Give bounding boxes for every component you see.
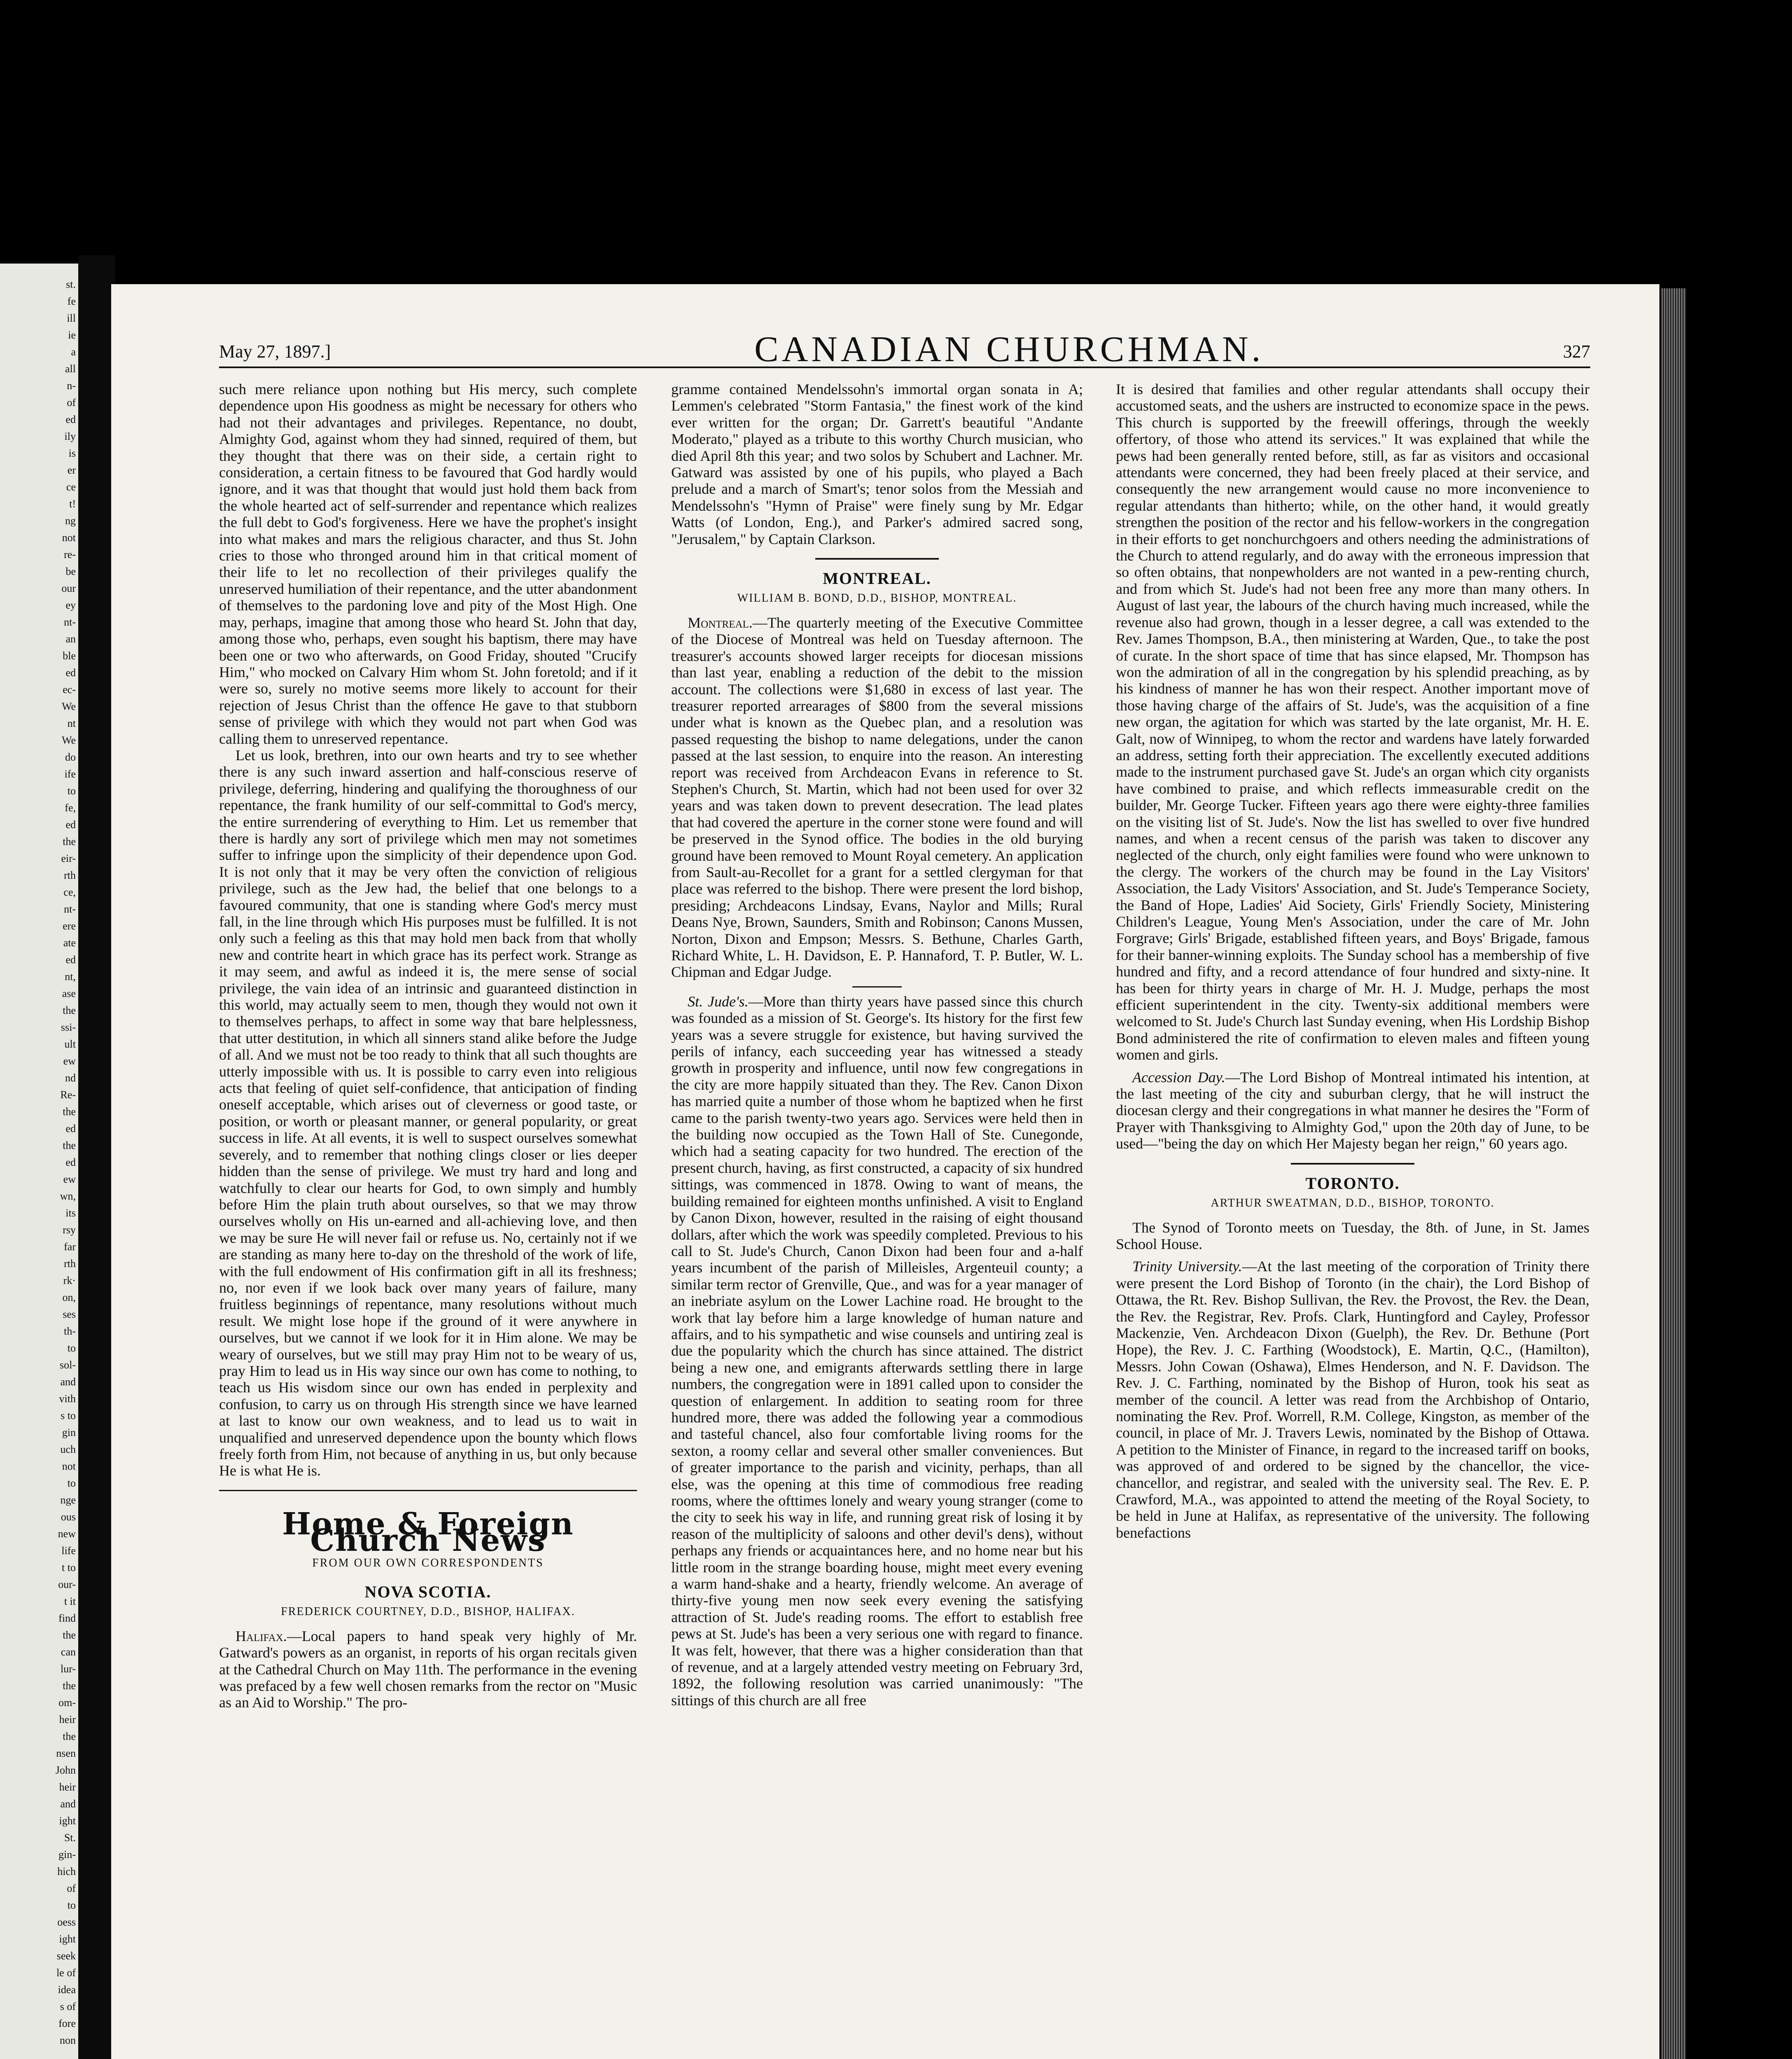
nova-scotia-bishop: FREDERICK COURTNEY, D.D., BISHOP, HALIFAX. (281, 1605, 575, 1618)
prev-page-fragment: ew (63, 1173, 76, 1185)
section-rule (1291, 1163, 1414, 1165)
page-number: 327 (1563, 341, 1590, 362)
accession-paragraph (1116, 1069, 1589, 1152)
halifax-continuation: gramme contained Mendelssohn's immortal organ sonata in A; Lemmen's celebrated "Storm Fantasia," the finest work of the kind ever written for the organ; Dr. Garrett's beautiful "Andante Moderato," played as a tribute to this worthy Church musician, who died April 8th this year; and two solos by Schubert and Lachner. Mr. Gatward was assisted by one of his pupils, who played a Bach prelude and a march of Smart's; tenor solos from the Messiah and Mendelssohn's "Hymn of Praise" were finely sung by Mr. Edgar Watts (of London, Eng.), and Parker's admired sacred song, "Jerusalem," by Captain Clarkson. (671, 381, 1083, 547)
prev-page-fragment: to (67, 1342, 76, 1354)
accession-lead: Accession Day. (1132, 1069, 1225, 1086)
prev-page-fragment: ed (65, 413, 76, 425)
prev-page-fragment: of (67, 397, 76, 409)
trinity-lead: Trinity University. (1132, 1258, 1242, 1275)
prev-page-fragment: nd (65, 1072, 76, 1084)
prev-page-fragment: all (65, 363, 76, 375)
prev-page-fragment: gin- (58, 1849, 76, 1861)
prev-page-fragment: wn, (60, 1190, 76, 1202)
column-3 (1116, 381, 1589, 1541)
prev-page-fragment: is (68, 447, 76, 459)
prev-page-fragment: oess (57, 1916, 76, 1928)
prev-page-fragment: be (65, 565, 76, 577)
prev-page-fragment: John (55, 1764, 76, 1776)
prev-page-fragment: rk· (63, 1275, 76, 1286)
prev-page-fragment: the (63, 1629, 76, 1641)
prev-page-fragment: fore (58, 2017, 76, 2029)
prev-page-fragment: the (63, 836, 76, 847)
prev-page-fragment: s of (60, 2001, 76, 2012)
prev-page-fragment: do (65, 751, 76, 763)
prev-page-fragment: the (63, 1004, 76, 1016)
prev-page-fragment: rth (64, 1258, 76, 1270)
prev-page-fragment: ed (65, 667, 76, 679)
paragraph-rule (852, 986, 902, 987)
prev-page-fragment: t to (62, 1562, 76, 1573)
prev-page-fragment: Re- (60, 1089, 76, 1101)
prev-page-fragment: s to (61, 1410, 76, 1422)
prev-page-fragment: ed (65, 819, 76, 831)
nova-scotia-title: NOVA SCOTIA. (364, 1583, 492, 1601)
page-stack-edge (1661, 288, 1686, 2059)
prev-page-fragment: of (67, 1882, 76, 1894)
st-judes-paragraph (671, 993, 1083, 1709)
prev-page-fragment: fe (67, 295, 76, 307)
prev-page-fragment: the (63, 1730, 76, 1742)
prev-page-fragment: le of (56, 1967, 76, 1979)
prev-page-fragment: nt- (64, 903, 76, 915)
prev-page-fragment: ce (66, 481, 76, 493)
prev-page-fragment: nt- (64, 616, 76, 628)
prev-page-fragment: St. (64, 1832, 76, 1844)
prev-page-fragment: ily (64, 430, 76, 442)
prev-page-fragment: ed (65, 1123, 76, 1135)
sermon-paragraph-1: such mere reliance upon nothing but His mercy, such complete dependence upon His goodness as might be necessary for others who had not their advantages and privileges. Repentance, no doubt, Almighty God, against whom they had sinned, required of them, but they thought that there was on their side, a certain right to consideration, a certain fitness to be favoured that God hardly would ignore, and it was that thought that would just hold them back from the whole hearted act of self-surrender and repentance which realizes the full debt to God's forgiveness. Here we have the prophet's insight into what makes and mars the religious character, and thus St. John cries to those who thronged around him in that critical moment of their life to let no recollection of their privileges qualify the unreserved humiliation of their repentance, and the utter abandonment of themselves to the pardoning love and pity of the Most High. One may, perhaps, imagine that among those who heard St. John that day, among those who, perhaps, even sought his baptism, there may have been one or two who afterwards, on Good Friday, shouted "Crucify Him," who mocked on Calvary Him whom St. John foretold; and if it were so, surely no motive seems more likely to account for their rejection of Jesus Christ than the offence He gave to that stubborn sense of privilege with which they would not part when God was calling them to unreserved repentance. (219, 381, 637, 747)
masthead-title: CANADIAN CHURCHMAN. (754, 329, 1264, 369)
prev-page-fragment: ight (59, 1815, 76, 1827)
prev-page-fragment: uch (60, 1443, 76, 1455)
toronto-title: TORONTO. (1305, 1174, 1400, 1193)
prev-page-fragment: ight (59, 1933, 76, 1945)
prev-page-fragment: ase (62, 987, 76, 999)
prev-page-fragment: our- (58, 1578, 76, 1590)
prev-page-fragment: ed (65, 1156, 76, 1168)
binding-gutter (78, 255, 115, 2059)
prev-page-fragment: to (67, 1899, 76, 1911)
prev-page-fragment: ife (64, 768, 76, 780)
section-rule (815, 558, 939, 560)
prev-page-fragment: th- (64, 1325, 76, 1337)
prev-page-fragment: n- (67, 380, 76, 392)
prev-page-fragment: ult (64, 1038, 76, 1050)
prev-page-fragment: We (62, 700, 76, 712)
section-subheading: FROM OUR OWN CORRESPONDENTS (312, 1556, 544, 1569)
montreal-title: MONTREAL. (823, 569, 931, 588)
st-judes-lead: St. Jude's. (688, 993, 749, 1010)
prev-page-fragment: the (63, 1106, 76, 1118)
prev-page-fragment: hich (57, 1865, 76, 1877)
prev-page-fragment: nsen (56, 1747, 76, 1759)
previous-page-edge (0, 264, 78, 2059)
prev-page-fragment: non (60, 2034, 76, 2046)
prev-page-fragment: ous (61, 1511, 76, 1523)
prev-page-fragment: ssi- (61, 1021, 76, 1033)
prev-page-fragment: to (67, 785, 76, 797)
prev-page-fragment: sol- (60, 1359, 76, 1371)
accession-text: —The Lord Bishop of Montreal intimated his intention, at the last meeting of the city and suburban clergy, that he will instruct the diocesan clergy and their congregations in what manner he desires the "Form of Prayer with Thanksgiving to Almighty God," upon the 20th day of June, to be used—"being the day on which Her Majesty began her reign," 60 years ago. (1116, 1069, 1589, 1152)
prev-page-fragment: find (58, 1612, 76, 1624)
column-1 (219, 381, 637, 1711)
montreal-lead: Montreal. (688, 614, 753, 631)
prev-page-fragment: to (67, 1477, 76, 1489)
prev-page-fragment: seek (56, 1950, 76, 1962)
prev-page-fragment: the (63, 1139, 76, 1151)
st-judes-continuation: It is desired that families and other regular attendants shall occupy their accustomed seats, and the ushers are instructed to economize space in the pews. This church is supported by the freewill offerings, through the weekly offertory, of those who attend its services." It was explained that while the pews had been generally rented before, still, as far as visitors and occasional attendants were concerned, they had been freely placed at their service, and consequently the new arrangement would cause no more inconvenience to regular attendants than hitherto; while, on the other hand, it would greatly strengthen the position of the rector and his fellow-workers in the congregation in their efforts to get nonchurchgoers and others needing the administrations of the Church to attend regularly, and do away with the erroneous impression that so often obtains, that nonpewholders are not wanted in a pew-renting church, and from which St. Jude's had not been free any more than many others. In August of last year, the labours of the church having much increased, while the revenue also had grown, though in a lesser degree, a call was extended to the Rev. James Thompson, B.A., then ministering at Warden, Que., to take the post of curate. In the short space of time that has since elapsed, Mr. Thompson has won the admiration of all in the congregation by his splendid preaching, as by his kindness of manner he has won their respect. Another important move of those having charge of the affairs of St. Jude's, was the acquisition of a fine new organ, the agitation for which was started by the late organist, Mr. H. E. Galt, now of Winnipeg, to whom the rector and wardens have lately forwarded an address, setting forth their appreciation. The excellently executed additions made to the instrument purchased gave St. Jude's an organ which city organists have combined to praise, and which reflects immeasurable credit on the builder, Mr. George Tucker. Fifteen years ago there were eighty-three families on the visiting list of St. Jude's. Now the list has swelled to over five hundred names, and when a recent census of the parish was taken to discover any neglected of the church, only eight families were found who were unknown to the clergy. The workers of the church may be found in the Lay Visitors' Association, the Lady Visitors' Association, and St. Jude's Temperance Society, the Band of Hope, Ladies' Aid Society, Girls' Friendly Society, Ministering Children's League, Young Men's Association, under the care of Mr. John Forgrave; Girls' Brigade, established fifteen years, and Boys' Brigade, famous for their banner-winning exploits. The Sunday school has a membership of five hundred and fifty, and a record attendance of four hundred and sixty-nine. It has been for thirty years in charge of Mr. H. J. Mudge, perhaps the most efficient superintendent in the city. Twenty-six additional members were welcomed to St. Jude's Church last Sunday evening, when His Lordship Bishop Bond administered the rite of confirmation to eleven males and fifteen young women and girls. (1116, 381, 1589, 1063)
prev-page-fragment: lur- (60, 1663, 76, 1675)
halifax-text: —Local papers to hand speak very highly of Mr. Gatward's powers as an organist, in reports of his organ recitals given at the Cathedral Church on May 11th. The performance in the evening was prefaced by a few well chosen remarks from the rector on "Music as an Aid to Worship." The pro- (219, 1627, 637, 1711)
prev-page-fragment: far (64, 1241, 76, 1253)
prev-page-fragment: ng (65, 515, 76, 527)
prev-page-fragment: nt, (65, 971, 76, 983)
prev-page-fragment: ses (63, 1308, 76, 1320)
trinity-text: —At the last meeting of the corporation of Trinity there were present the Lord Bishop of Toronto (in the chair), the Lord Bishop of Ottawa, the Rt. Rev. Bishop Sullivan, the Rev. the Provost, the Rev. the Dean, the Rev. the Registrar, Rev. Profs. Clark, Huntingford and Cayley, Professor Mackenzie, Ven. Archdeacon Dixon (Guelph), the Rev. Dr. Bethune (Port Hope), the Rev. J. C. Farthing (Woodstock), E. Martin, Q.C., (Hamilton), Messrs. John Cowan (Oshawa), Elmes Henderson, and N. F. Davidson. The Rev. J. C. Farthing, nominated by the Bishop of Huron, took his seat as member of the council. A letter was read from the Archbishop of Ontario, nominating the Rev. Prof. Worrell, R.M. College, Kingston, as member of the council, in place of Mr. J. Travers Lewis, nominated by the Bishop of Ottawa. A petition to the Minister of Finance, in regard to the increased tariff on books, was approved of and ordered to be signed by the chancellor, the vice-chancellor, and registrar, and sealed with the university seal. The Rev. E. P. Crawford, M.A., was appointed to attend the meeting of the Royal Society, to be held in June at Halifax, as representative of the university. The following benefactions (1116, 1258, 1589, 1541)
prev-page-fragment: can (61, 1646, 76, 1658)
prev-page-fragment: st. (66, 278, 76, 290)
column-2 (671, 381, 1083, 1709)
prev-page-fragment: heir (59, 1713, 76, 1725)
halifax-lead: Halifax. (236, 1627, 287, 1644)
prev-page-fragment: fe, (65, 802, 76, 814)
prev-page-fragment: an (65, 633, 76, 645)
prev-page-fragment: a (71, 346, 76, 358)
prev-page-fragment: its (65, 1207, 76, 1219)
prev-page-fragment: our (61, 582, 76, 594)
prev-page-fragment: ere (63, 920, 76, 932)
prev-page-fragment: heir (59, 1781, 76, 1793)
prev-page-fragment: t! (69, 498, 76, 510)
prev-page-fragment: not (62, 1460, 76, 1472)
prev-page-fragment: vith (59, 1393, 76, 1405)
prev-page-fragment: nt (67, 717, 76, 729)
sermon-paragraph-2: Let us look, brethren, into our own hearts and try to see whether there is any such inward assertion and half-conscious reserve of privilege, deferring, hindering and qualifying the thoroughness of our repentance, the frank humility of our self-committal to God's mercy, the entire surrendering of everything to Him. Let us remember that there is hardly any sort of privilege which men may not sometimes suffer to infringe upon the simplicity of their dependence upon God. It is not only that it may be very often the conviction of religious privilege, such as the Jew had, the belief that one belongs to a favoured community, that one is standing where God's mercy must fall, in the line through which His purposes must be fulfilled. It is not only such a feeling as this that may hold men back from that wholly new and contrite heart in which grace has its perfect work. Strange as it may seem, and awful as indeed it is, the mere sense of social privilege, the vain idea of an intrinsic and guaranteed distinction in this world, may actually seem to men, though they would not own it to themselves perhaps, to affect in some way that bare helplessness, that utter destitution, in which all sinners stand alike before the Judge of all. And we must not be too ready to think that all such thoughts are utterly impossible with us. It is possible to carry even into religious acts that feeling of quiet self-confidence, that anticipation of finding oneself acceptable, which arises out of cleverness or good taste, or position, or worth or pleasant manner, or general popularity, or great success in life. At all events, it is well to suspect ourselves somewhat severely, and to remember that nothing clings closer or lies deeper hidden than the sense of privilege. We must try hard and long and watchfully to clear our hearts for God, to own simply and humbly before Him the plain truth about ourselves, so that we may throw ourselves wholly on His un-earned and all-achieving love, and then we may be sure He will never fail or refuse us. No, certainly not if we are standing as many here to-day on the threshold of the work of life, with the full endowment of His confirmation gift in all its freshness; no, nor even if we look back over many years of failure, many fruitless beginnings of repentance, many resolutions without much result. We might lose hope if the ground of it were anywhere in ourselves, but we cannot if we look for it in Him alone. We may be weary of ourselves, but we still may pray Him not to be weary of us, pray Him to lead us in His way since our own has come to nothing, to teach us His wisdom since our own has ended in perplexity and confusion, to carry us on through His strength since we have learned at last to know our own weakness, and to lead us to wait in unqualified and unreserved dependence upon the bounty which flows freely forth from Him, not because of anything in us, but only because He is what He is. (219, 747, 637, 1479)
prev-page-fragment: ec- (63, 684, 76, 696)
prev-page-fragment: re- (64, 549, 76, 560)
montreal-text: —The quarterly meeting of the Executive Committee of the Diocese of Montreal was held on Tuesday afternoon. The treasurer's accounts showed larger receipts for diocesan missions than last year, enabling a reduction of the debit to the mission account. The collections were $1,680 in excess of last year. The treasurer reported arrearages of $800 from the several missions under what is known as the Quebec plan, and a resolution was passed requesting the bishop to name delegations, under the canon passed at the last session, to enquire into the reason. An interesting report was received from Archdeacon Evans in reference to St. Stephen's Church, St. Martin, which had not been used for over 32 years and was taken down to prevent desecration. The lead plates that had covered the aperture in the corner stone were found and will be preserved in the Synod office. The bodies in the old burying ground have been removed to Mount Royal cemetery. An application from Sault-au-Recollet for a grant for a settled clergyman for that place was referred to the bishop. There were present the lord bishop, presiding; Archdeacons Lindsay, Evans, Naylor and Mills; Rural Deans Nye, Brown, Saunders, Smith and Robinson; Canons Mussen, Norton, Dixon and Empson; Messrs. S. Bethune, Charles Garth, Richard White, L. H. Davidson, E. P. Hannaford, T. P. Butler, W. L. Chipman and Edgar Judge. (671, 614, 1083, 980)
issue-date: May 27, 1897.] (219, 341, 331, 362)
halifax-paragraph (219, 1628, 637, 1711)
prev-page-fragment: ed (65, 954, 76, 966)
prev-page-fragment: idea (58, 1984, 76, 1996)
prev-page-fragment: ate (63, 937, 76, 949)
prev-page-fragment: rsy (63, 1224, 76, 1236)
st-judes-text: —More than thirty years have passed since this church was founded as a mission of St. George's. Its history for the first few years was a severe struggle for existence, but having survived the perils of infancy, each succeeding year has witnessed a steady growth in prosperity and influence, until now few congregations in the city are more happily situated than they. The Rev. Canon Dixon has married quite a number of those whom he baptized when he first came to the parish twenty-two years ago. Services were held then in the building now occupied as the Town Hall of Ste. Cunegonde, which had a seating capacity for two hundred. The erection of the present church, having, as first constructed, a capacity of six hundred sittings, was commenced in 1878. Owing to want of means, the building remained for eighteen months unfinished. A visit to England by Canon Dixon, however, resulted in the raising of eight thousand dollars, after which the work was speedily completed. Previous to his call to St. Jude's Church, Canon Dixon had been four and a-half years incumbent of the parish of Milleisles, Argenteuil county; a similar term rector of Grenville, Que., and was for a year manager of an inebriate asylum on the Lower Lachine road. He brought to the work that lay before him a large knowledge of human nature and affairs, and to his sympathetic and wise counsels and untiring zeal is due the popularity which the church has since attained. The district being a new one, and emigrants afterwards settling there in large numbers, the congregation were in 1891 called upon to consider the question of enlargement. In addition to seating room for three hundred more, there was added the following year a commodious and tasteful chancel, also four comfortable living rooms for the sexton, a roomy cellar and several other smaller conveniences. But of greater importance to the parish and vicinity, perhaps, than all else, was the opening at this time of commodious free reading rooms, where the ofttimes lonely and weary young stranger (come to the city to seek his way in life, and running great risk of losing it by reason of the multiplicity of saloons and other devil's dens), without perhaps any friends or acquaintances here, and no home near but his little room in the strange boarding house, might meet every evening a warm hand-shake and a hearty, friendly welcome. An average of thirty-five young men now seek every evening the satisfying attraction of St. Jude's reading rooms. The effort to establish free pews at St. Jude's has been a very serious one with regard to finance. It was felt, however, that there was a higher consideration than that of revenue, and at a largely attended vestry meeting on February 3rd, 1892, the following resolution was carried unanimously: "The sittings of this church are all free (671, 993, 1083, 1709)
toronto-synod: The Synod of Toronto meets on Tuesday, the 8th. of June, in St. James School House. (1116, 1219, 1589, 1252)
prev-page-fragment: not (62, 532, 76, 544)
trinity-paragraph (1116, 1258, 1589, 1541)
header-rule (219, 367, 1590, 368)
toronto-bishop: ARTHUR SWEATMAN, D.D., BISHOP, TORONTO. (1211, 1197, 1495, 1210)
prev-page-fragment: the (63, 1680, 76, 1692)
montreal-paragraph (671, 614, 1083, 980)
prev-page-fragment: rth (64, 869, 76, 881)
prev-page-fragment: ie (68, 329, 76, 341)
prev-page-fragment: and (60, 1376, 76, 1388)
prev-page-fragment: ble (63, 650, 76, 662)
section-heading: Home & Foreign Church News (282, 1506, 574, 1559)
montreal-bishop: WILLIAM B. BOND, D.D., BISHOP, MONTREAL. (737, 592, 1017, 605)
prev-page-fragment: gin (62, 1426, 76, 1438)
section-rule (219, 1490, 637, 1491)
prev-page-fragment: ey (65, 599, 76, 611)
newspaper-page (111, 284, 1659, 2059)
prev-page-fragment: ce, (63, 886, 76, 898)
prev-page-fragment: ill (67, 312, 76, 324)
prev-page-fragment: eir- (61, 852, 76, 864)
page-header (219, 325, 1590, 369)
prev-page-fragment: We (62, 734, 76, 746)
prev-page-fragment: nge (60, 1494, 76, 1506)
prev-page-fragment: t it (64, 1595, 76, 1607)
prev-page-fragment: on, (62, 1291, 76, 1303)
prev-page-fragment: and (60, 1798, 76, 1810)
prev-page-fragment: life (61, 1545, 76, 1557)
prev-page-fragment: new (58, 1528, 76, 1540)
prev-page-fragment: er (67, 464, 76, 476)
prev-page-fragment: ew (63, 1055, 76, 1067)
prev-page-fragment: om- (58, 1697, 76, 1709)
